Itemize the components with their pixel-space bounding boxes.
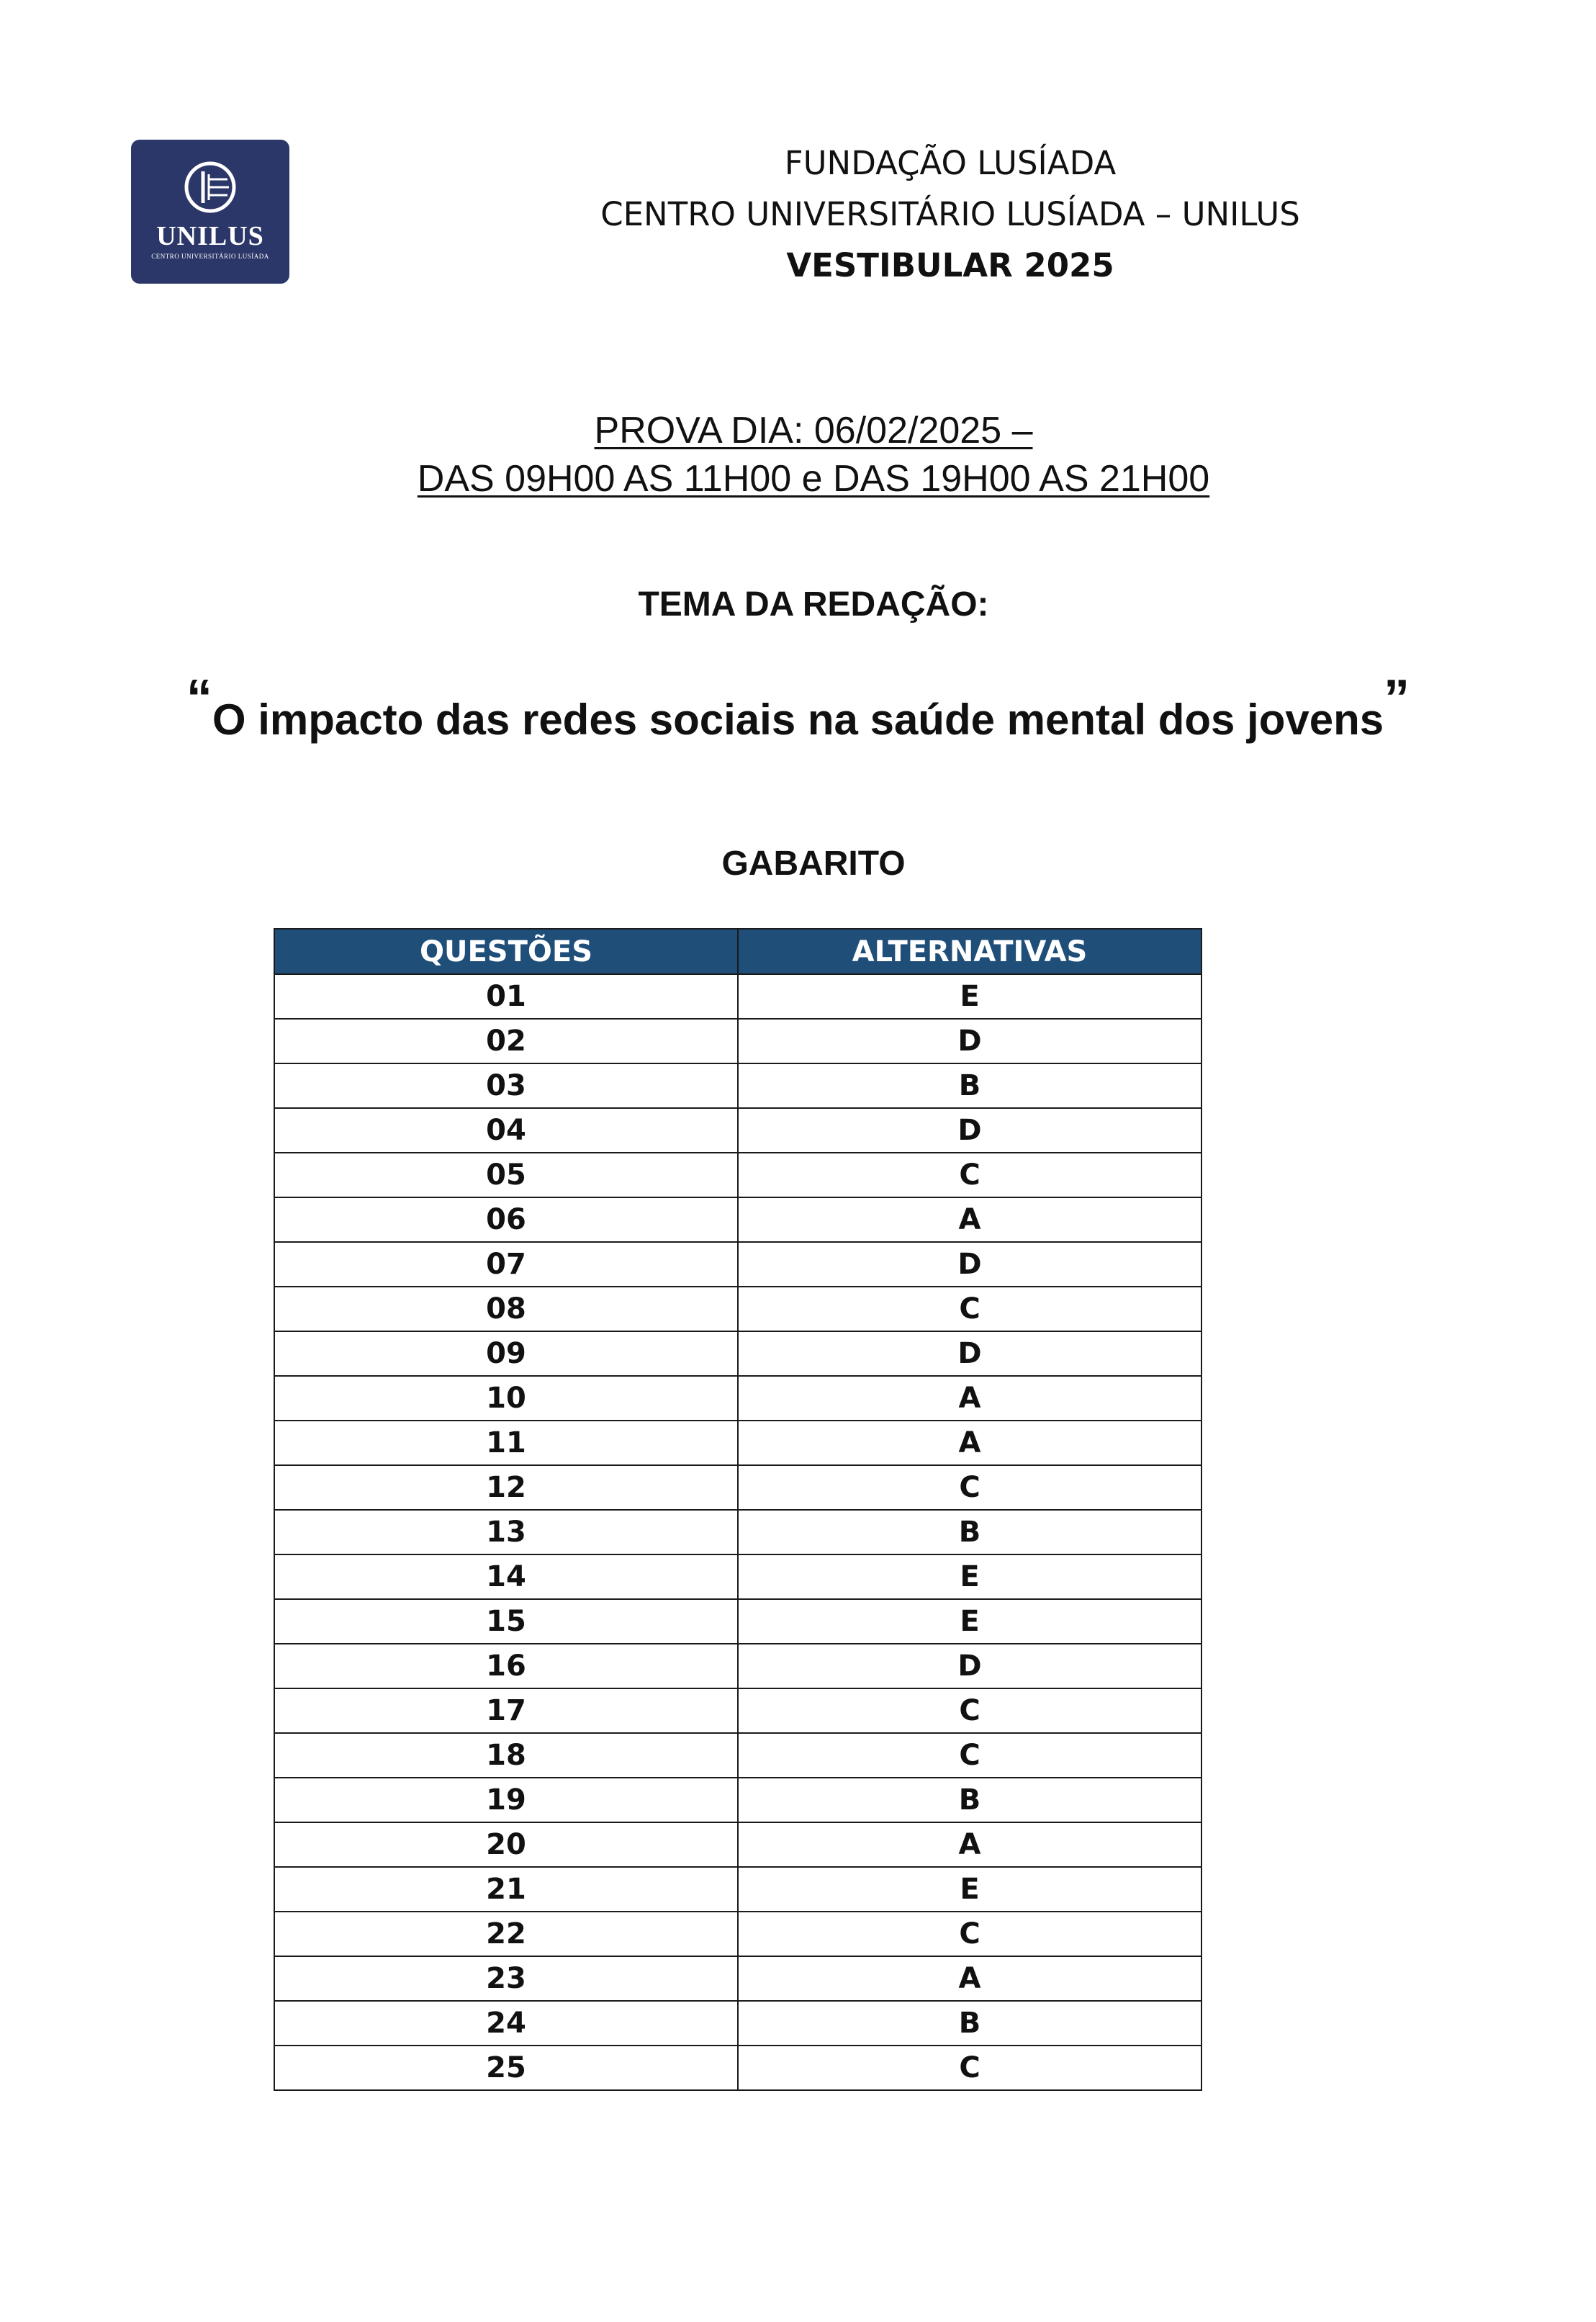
open-quote: “ [186, 670, 212, 727]
answer-alternative: C [738, 1912, 1201, 1956]
essay-theme [72, 670, 1524, 749]
answer-alternative: C [738, 1733, 1201, 1778]
table-row [274, 2001, 1201, 2046]
unilus-emblem-icon [181, 158, 239, 216]
question-number: 09 [274, 1331, 738, 1376]
institution-name: FUNDAÇÃO LUSÍADA [784, 144, 1117, 182]
table-row [274, 1108, 1201, 1153]
question-number: 04 [274, 1108, 738, 1153]
answer-alternative: D [738, 1019, 1201, 1063]
table-row [274, 1599, 1201, 1644]
question-number: 13 [274, 1510, 738, 1554]
answer-alternative: E [738, 1554, 1201, 1599]
answer-alternative: A [738, 1376, 1201, 1421]
table-row [274, 974, 1201, 1019]
answer-alternative: C [738, 1465, 1201, 1510]
answer-alternative: C [738, 2046, 1201, 2090]
answer-alternative: A [738, 1197, 1201, 1242]
question-number: 20 [274, 1822, 738, 1867]
table-row [274, 1331, 1201, 1376]
table-row [274, 1465, 1201, 1510]
essay-theme-label: TEMA DA REDAÇÃO: [638, 585, 989, 624]
question-number: 19 [274, 1778, 738, 1822]
question-number: 15 [274, 1599, 738, 1644]
exam-date: PROVA DIA: 06/02/2025 – [594, 410, 1033, 451]
answer-alternative: B [738, 2001, 1201, 2046]
unilus-logo [131, 140, 289, 284]
answer-alternative: C [738, 1688, 1201, 1733]
question-number: 11 [274, 1421, 738, 1465]
answer-alternative: C [738, 1287, 1201, 1331]
answer-alternative: D [738, 1242, 1201, 1287]
column-header-alternatives: ALTERNATIVAS [738, 929, 1201, 974]
answer-alternative: C [738, 1153, 1201, 1197]
table-row [274, 1733, 1201, 1778]
answer-key-body [274, 974, 1201, 2090]
table-row [274, 1063, 1201, 1108]
answer-alternative: A [738, 1822, 1201, 1867]
exam-schedule: DAS 09H00 AS 11H00 e DAS 19H00 AS 21H00 [417, 458, 1210, 500]
answer-alternative: E [738, 974, 1201, 1019]
table-row [274, 1153, 1201, 1197]
table-row [274, 1867, 1201, 1912]
question-number: 10 [274, 1376, 738, 1421]
table-row [274, 1421, 1201, 1465]
exam-title: VESTIBULAR 2025 [786, 246, 1114, 284]
logo-wordmark: UNILUS [156, 221, 264, 251]
question-number: 08 [274, 1287, 738, 1331]
question-number: 06 [274, 1197, 738, 1242]
table-row [274, 1778, 1201, 1822]
question-number: 02 [274, 1019, 738, 1063]
answer-alternative: B [738, 1510, 1201, 1554]
answer-key-table [274, 928, 1202, 2091]
question-number: 16 [274, 1644, 738, 1688]
answer-alternative: D [738, 1108, 1201, 1153]
answer-alternative: B [738, 1778, 1201, 1822]
question-number: 17 [274, 1688, 738, 1733]
table-row [274, 1822, 1201, 1867]
question-number: 23 [274, 1956, 738, 2001]
answer-alternative: A [738, 1956, 1201, 2001]
question-number: 14 [274, 1554, 738, 1599]
question-number: 24 [274, 2001, 738, 2046]
answer-alternative: E [738, 1867, 1201, 1912]
table-row [274, 1912, 1201, 1956]
answer-key-header-row [274, 929, 1201, 974]
table-row [274, 1644, 1201, 1688]
table-row [274, 1197, 1201, 1242]
table-row [274, 1242, 1201, 1287]
table-row [274, 1019, 1201, 1063]
question-number: 25 [274, 2046, 738, 2090]
table-row [274, 1688, 1201, 1733]
question-number: 22 [274, 1912, 738, 1956]
table-row [274, 2046, 1201, 2090]
logo-subtitle: CENTRO UNIVERSITÁRIO LUSÍADA [151, 253, 269, 260]
table-row [274, 1287, 1201, 1331]
essay-theme-text: O impacto das redes sociais na saúde mental dos jovens [212, 696, 1384, 744]
table-row [274, 1956, 1201, 2001]
table-row [274, 1376, 1201, 1421]
answer-alternative: D [738, 1331, 1201, 1376]
question-number: 18 [274, 1733, 738, 1778]
university-name: CENTRO UNIVERSITÁRIO LUSÍADA – UNILUS [600, 195, 1300, 233]
question-number: 05 [274, 1153, 738, 1197]
answer-alternative: E [738, 1599, 1201, 1644]
column-header-questions: QUESTÕES [274, 929, 738, 974]
answer-alternative: D [738, 1644, 1201, 1688]
table-row [274, 1554, 1201, 1599]
answer-alternative: B [738, 1063, 1201, 1108]
table-row [274, 1510, 1201, 1554]
answer-alternative: A [738, 1421, 1201, 1465]
question-number: 01 [274, 974, 738, 1019]
close-quote: ” [1384, 670, 1410, 727]
question-number: 07 [274, 1242, 738, 1287]
question-number: 03 [274, 1063, 738, 1108]
question-number: 12 [274, 1465, 738, 1510]
question-number: 21 [274, 1867, 738, 1912]
answer-key-title: GABARITO [721, 845, 906, 883]
